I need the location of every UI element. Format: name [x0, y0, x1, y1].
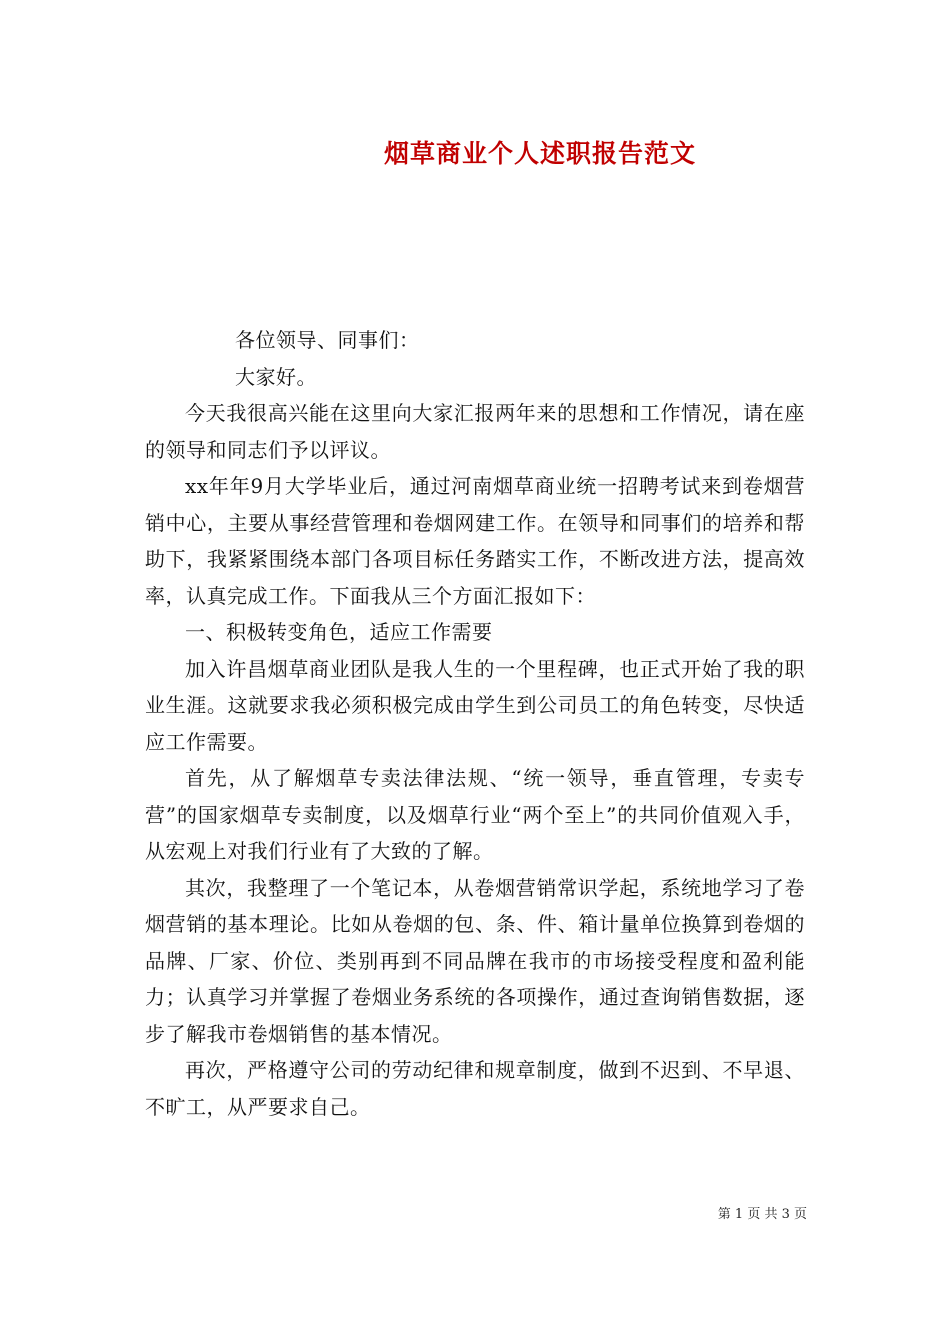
section-heading-1: 一、积极转变角色，适应工作需要 — [185, 620, 493, 644]
document-body — [145, 322, 805, 1125]
document-title: 烟草商业个人述职报告范文 — [383, 139, 696, 168]
salutation: 各位领导、同事们： — [235, 328, 420, 352]
paragraph-milestone: 加入许昌烟草商业团队是我人生的一个里程碑，也正式开始了我的职业生涯。这就要求我必须积极完成由学生到公司员工的角色转变，尽快适应工作需要。 — [145, 656, 805, 754]
paragraph-background: xx年年9月大学毕业后，通过河南烟草商业统一招聘考试来到卷烟营销中心，主要从事经营管理和卷烟网建工作。在领导和同事们的培养和帮助下，我紧紧围绕本部门各项目标任务踏实工作，不断改进方法，提高效率，认真完成工作。下面我从三个方面汇报如下： — [145, 474, 805, 608]
page-number-footer: 第 1 页 共 3 页 — [717, 1207, 807, 1222]
paragraph-second: 其次，我整理了一个笔记本，从卷烟营销常识学起，系统地学习了卷烟营销的基本理论。比如从卷烟的包、条、件、箱计量单位换算到卷烟的品牌、厂家、价位、类别再到不同品牌在我市的市场接受程度和盈利能力；认真学习并掌握了卷烟业务系统的各项操作，通过查询销售数据，逐步了解我市卷烟销售的基本情况。 — [145, 875, 805, 1046]
paragraph-first: 首先，从了解烟草专卖法律法规、“统一领导，垂直管理，专卖专营”的国家烟草专卖制度，以及烟草行业“两个至上”的共同价值观入手，从宏观上对我们行业有了大致的了解。 — [145, 766, 805, 863]
greeting-line: 大家好。 — [235, 364, 317, 389]
paragraph-intro: 今天我很高兴能在这里向大家汇报两年来的思想和工作情况，请在座的领导和同志们予以评议。 — [145, 401, 805, 462]
paragraph-third: 再次，严格遵守公司的劳动纪律和规章制度，做到不迟到、不早退、不旷工，从严要求自己。 — [145, 1058, 805, 1119]
